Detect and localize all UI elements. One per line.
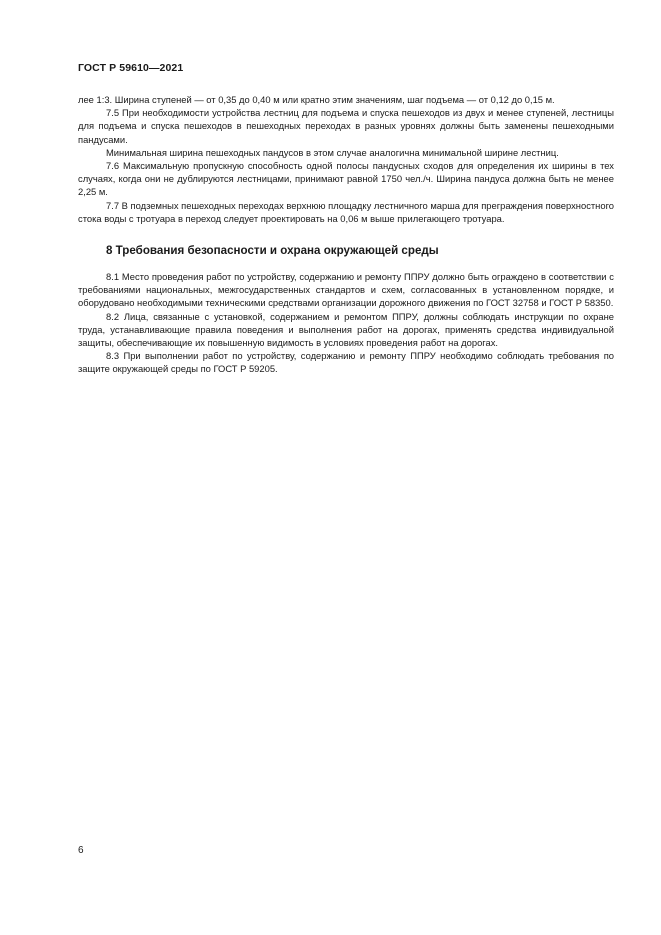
section-8-title: 8 Требования безопасности и охрана окружающей среды <box>106 244 439 258</box>
paragraph-8-2: 8.2 Лица, связанные с установкой, содержанием и ремонтом ППРУ, должны соблюдать инструкции по охране труда, устанавливающие правила поведения и выполнения работ на дорогах, применять средства индивидуальной защиты, обеспечивающие их повышенную видимость в условиях проведения работ на дорогах. <box>78 310 614 349</box>
document-header: ГОСТ Р 59610—2021 <box>78 62 184 74</box>
paragraph-7-5: 7.5 При необходимости устройства лестниц для подъема и спуска пешеходов из двух и менее ступеней, лестницы для подъема и спуска пешеходов в пешеходных переходах в разных уровнях должны быть заменены пешеходными пандусами. <box>78 107 614 145</box>
paragraph-8-3: 8.3 При выполнении работ по устройству, содержанию и ремонту ППРУ необходимо соблюдать требования по защите окружающей среды по ГОСТ Р 59205. <box>78 350 614 375</box>
paragraph-7-5-ramp-width: Минимальная ширина пешеходных пандусов в этом случае аналогична минимальной ширине лестниц. <box>106 146 559 158</box>
document-body <box>78 93 614 376</box>
paragraph-7-7: 7.7 В подземных пешеходных переходах верхнюю площадку лестничного марша для преграждения поверхностного стока воды с тротуара в переход следует проектировать на 0,06 м выше прилегающего тротуара. <box>78 199 614 224</box>
paragraph-8-1: 8.1 Место проведения работ по устройству, содержанию и ремонту ППРУ должно быть ограждено в соответствии с требованиями национальных, межгосударственных стандартов и схем, согласованных в установленном порядке, и оборудовано необходимыми техническими средствами организации дорожного движения по ГОСТ 32758 и ГОСТ Р 58350. <box>78 271 614 309</box>
page-number: 6 <box>78 845 84 856</box>
paragraph-7-4-continuation: лее 1:3. Ширина ступеней — от 0,35 до 0,40 м или кратно этим значениям, шаг подъема — от 0,12 до 0,15 м. <box>78 94 555 105</box>
paragraph-7-6: 7.6 Максимальную пропускную способность одной полосы пандусных сходов для определения их ширины в тех случаях, когда они не дублируются лестницами, принимают равной 1750 чел./ч. Ширина пандуса должна быть не менее 2,25 м. <box>78 160 614 198</box>
